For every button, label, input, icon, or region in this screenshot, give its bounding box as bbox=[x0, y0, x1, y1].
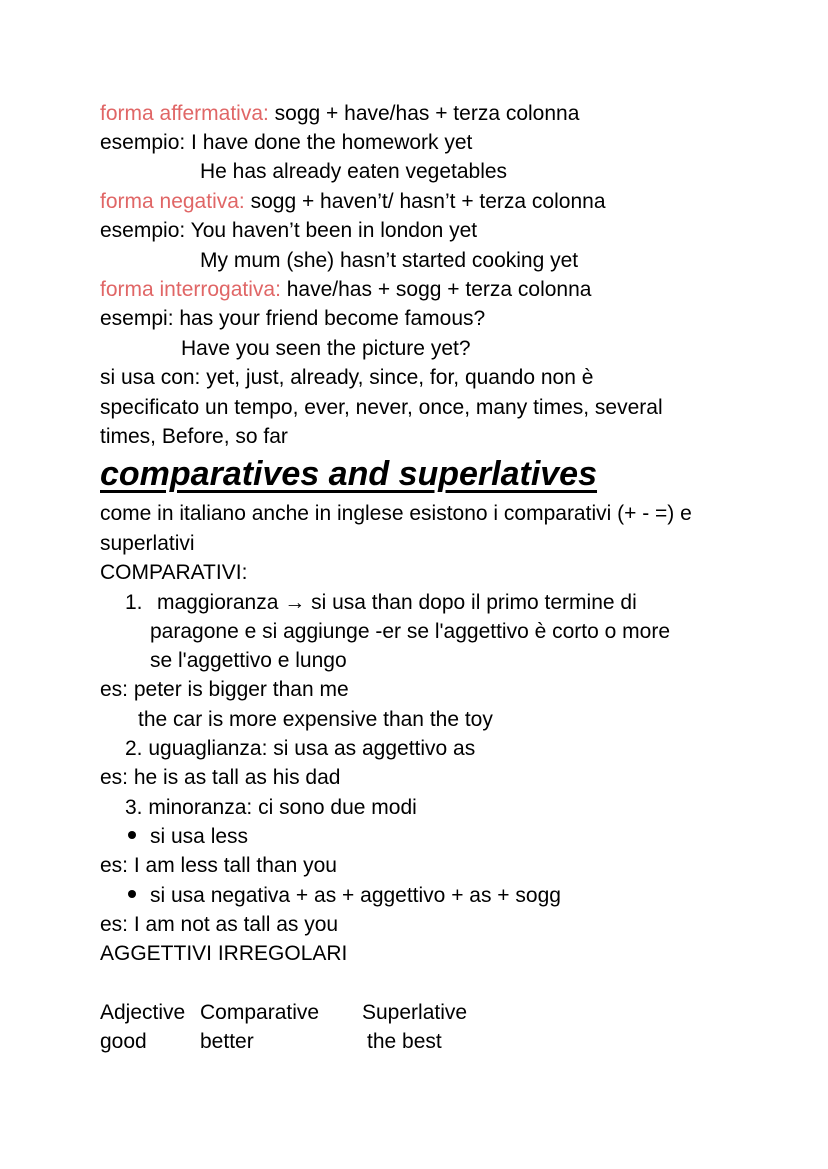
comparativi-label: COMPARATIVI: bbox=[100, 561, 248, 584]
table-cell: better bbox=[200, 1030, 254, 1053]
negative-example-2: My mum (she) hasn’t started cooking yet bbox=[200, 249, 579, 272]
interrogative-rule-line bbox=[100, 275, 591, 304]
item2-line: 2. uguaglianza: si usa as aggettivo as bbox=[125, 737, 476, 760]
intro-line-1: come in italiano anche in inglese esistono i comparativi (+ - =) e bbox=[100, 502, 692, 525]
intro-line-2: superlativi bbox=[100, 532, 195, 555]
table-header-superlative: Superlative bbox=[362, 1001, 468, 1024]
interrogative-rule: have/has + sogg + terza colonna bbox=[280, 278, 592, 301]
example4-line: es: I am not as tall as you bbox=[100, 913, 339, 936]
bullet-dot-icon bbox=[128, 831, 136, 839]
affirmative-example-2: He has already eaten vegetables bbox=[200, 160, 508, 183]
bullet-dot-icon bbox=[128, 890, 136, 898]
bullet-item-2 bbox=[128, 881, 561, 910]
table-header-comparative: Comparative bbox=[200, 1001, 320, 1024]
item3-line: 3. minoranza: ci sono due modi bbox=[125, 796, 417, 819]
item1-line-3: se l'aggettivo e lungo bbox=[150, 649, 347, 672]
affirmative-example-1: esempio: I have done the homework yet bbox=[100, 131, 473, 154]
bullet-1-text: si usa less bbox=[150, 825, 249, 848]
negative-label: forma negativa: bbox=[100, 190, 245, 213]
example3-line: es: I am less tall than you bbox=[100, 854, 337, 877]
example1-line-1: es: peter is bigger than me bbox=[100, 678, 349, 701]
usage-line-1: si usa con: yet, just, already, since, for, quando non è bbox=[100, 366, 594, 389]
irregular-label: AGGETTIVI IRREGOLARI bbox=[100, 942, 348, 965]
section-heading: comparatives and superlatives bbox=[100, 455, 598, 493]
affirmative-rule: sogg + have/has + terza colonna bbox=[268, 102, 580, 125]
table-cell: the best bbox=[367, 1030, 442, 1053]
bullet-item-1 bbox=[128, 822, 248, 851]
negative-rule: sogg + haven’t/ hasn’t + terza colonna bbox=[244, 190, 606, 213]
usage-line-3: times, Before, so far bbox=[100, 425, 288, 448]
example1-line-2: the car is more expensive than the toy bbox=[138, 708, 493, 731]
affirmative-label: forma affermativa: bbox=[100, 102, 269, 125]
interrogative-example-1: esempi: has your friend become famous? bbox=[100, 307, 486, 330]
bullet-2-text: si usa negativa + as + aggettivo + as + sogg bbox=[150, 884, 561, 907]
negative-rule-line bbox=[100, 187, 606, 216]
item1-number: 1. bbox=[125, 591, 143, 614]
interrogative-label: forma interrogativa: bbox=[100, 278, 281, 301]
item1-line-2: paragone e si aggiunge -er se l'aggettivo è corto o more bbox=[150, 620, 670, 643]
interrogative-example-2: Have you seen the picture yet? bbox=[181, 337, 471, 360]
table-cell: good bbox=[100, 1030, 147, 1053]
affirmative-rule-line bbox=[100, 99, 579, 128]
negative-example-1: esempio: You haven’t been in london yet bbox=[100, 219, 478, 242]
table-header-adjective: Adjective bbox=[100, 1001, 186, 1024]
item1-line-1: maggioranza → si usa than dopo il primo termine di bbox=[157, 591, 637, 614]
usage-line-2: specificato un tempo, ever, never, once, many times, several bbox=[100, 396, 663, 419]
example2-line: es: he is as tall as his dad bbox=[100, 766, 341, 789]
